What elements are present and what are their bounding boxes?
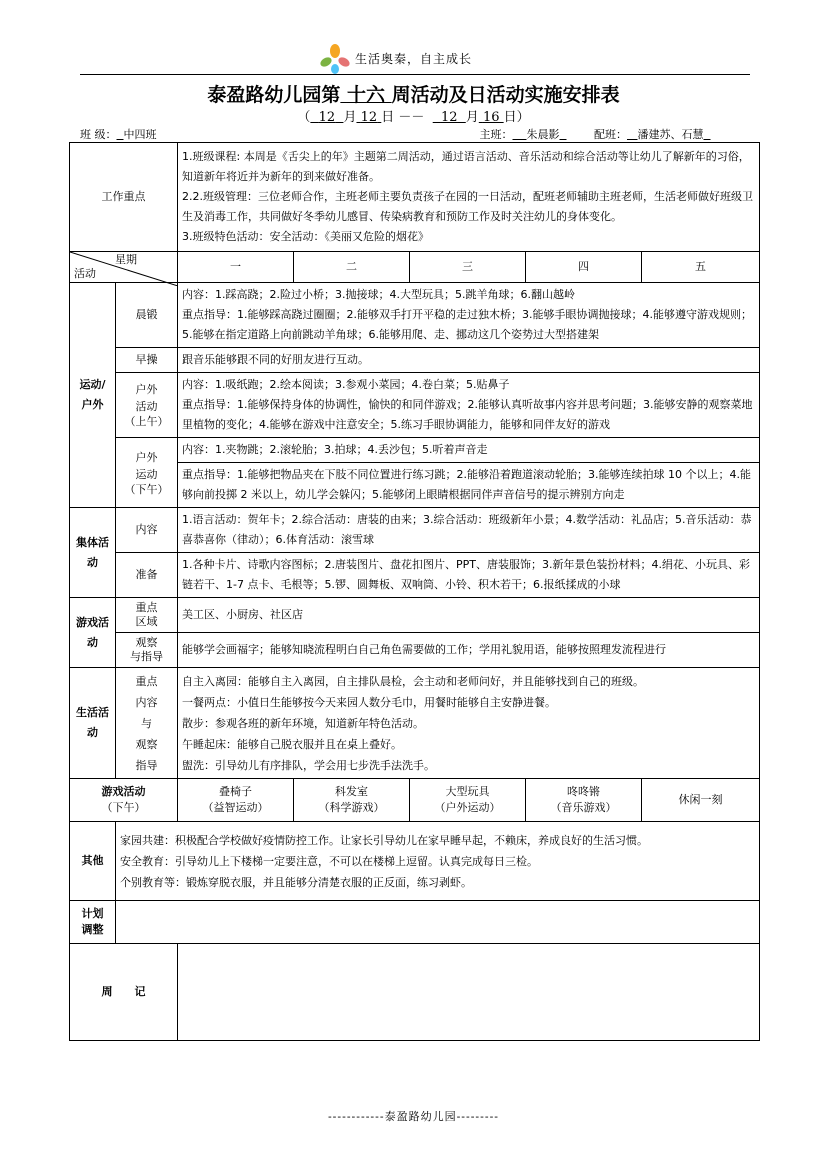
pm-game-item: 科发室 （科学游戏） [294,779,410,822]
group-prep-label: 准备 [116,553,178,598]
huodong-label: 活动 [74,267,96,280]
focus-label: 工作重点 [70,143,178,252]
game-guide: 能够学会画福字；能够知晓流程明白自己角色需要做的工作；学用礼貌用语，能够按照理发流程进行 [178,633,760,668]
header-divider [80,74,750,75]
exercise-row [70,348,760,373]
start-month: 12 [318,110,336,125]
group-content-label: 内容 [116,508,178,553]
pm-game-item: 大型玩具 （户外运动） [410,779,526,822]
game-area-label: 重点 区域 [116,598,178,633]
header-motto: 生活奥秦，自主成长 [354,52,472,66]
other-label: 其他 [70,822,116,901]
end-day: 16 [482,110,500,125]
life-label: 生活活动 [70,668,116,779]
exercise-label: 早操 [116,348,178,373]
game-area: 美工区、小厨房、社区店 [178,598,760,633]
game-label: 游戏活动 [70,598,116,668]
day-mon: 一 [178,252,294,283]
morning-label: 晨锻 [116,283,178,348]
plan-row [70,901,760,944]
pm-outdoor-guide: 重点指导：1.能够把物品夹在下肢不同位置进行练习跳；2.能够沿着跑道滚动轮胎；3.能够连续拍球 10 个以上；4.能够向前投掷 2 米以上，幼儿学会躲闪；5.能够闭上眼睛根据同伴声音信号的提示辨别方向走 [178,463,760,508]
pm-game-item: 叠椅子 （益智运动） [178,779,294,822]
group-label: 集体活动 [70,508,116,598]
assist-teacher-label: 配班： [594,128,627,141]
morning-exercise-row [70,283,760,348]
pm-game-item: 休闲一刻 [642,779,760,822]
group-content-row [70,508,760,553]
pm-games-row [70,779,760,822]
other-content: 家园共建：积极配合学校做好疫情防控工作。让家长引导幼儿在家早睡早起，不赖床，养成良好的生活习惯。 安全教育：引导幼儿上下楼梯一定要注意，不可以在楼梯上逗留。认真完成每日三检。 个别教育等：锻炼穿脱衣服，并且能够分清楚衣服的正反面，练习剥虾。 [116,822,760,901]
exercise-content: 跟音乐能够跟不同的好朋友进行互动。 [178,348,760,373]
class-label: 班 级： [80,128,117,141]
page-footer: ------------泰盈路幼儿园--------- [327,1110,500,1123]
weekly-content[interactable] [178,944,760,1041]
life-content: 自主入离园：能够自主入离园，自主排队晨检，会主动和老师问好，并且能够找到自己的班级。 一餐两点：小值日生能够按今天来园人数分毛巾，用餐时能够自主安静进餐。 散步：参观各班的新年环境，知道新年特色活动。 午睡起床：能够自己脱衣服并且在桌上叠好。 盥洗：引导幼儿有序排队，学会用七步洗手法洗手。 [178,668,760,779]
focus-content: 1.班级课程: 本周是《舌尖上的年》主题第二周活动，通过语言活动、音乐活动和综合活动等让幼儿了解新年的习俗，知道新年将近并为新年的到来做好准备。 2.2.班级管理：三位老师合作，主班老师主要负责孩子在园的一日活动，配班老师辅助主班老师，生活老师做好班级卫生及消毒工作，共同做好冬季幼儿感冒、传染病教育和预防工作及时关注幼儿的身体变化。 3.班级特色活动：安全活动：《美丽又危险的烟花》 [178,143,760,252]
class-value: 中四班 [123,128,157,141]
class-info-row [80,126,760,142]
group-prep: 1.各种卡片、诗歌内容图标；2.唐装图片、盘花扣图片、PPT、唐装服饰；3.新年景色装扮材料；4.绢花、小玩具、彩链若干、1-7 点卡、毛根等；5.锣、圆舞板、双响筒、小铃、积木若干；6.报纸揉成的小球 [178,553,760,598]
weekly-label: 周 记 [70,944,178,1041]
game-guide-row [70,633,760,668]
pm-outdoor-label: 户外 运动 （下午） [116,438,178,508]
group-content: 1.语言活动：贺年卡；2.综合活动：唐装的由来；3.综合活动：班级新年小景；4.数学活动：礼品店；5.音乐活动：恭喜恭喜你（律动）；6.体育活动：滚雪球 [178,508,760,553]
page-title [0,80,827,107]
focus-row [70,143,760,252]
day-thu: 四 [526,252,642,283]
game-area-row [70,598,760,633]
end-month: 12 [440,110,458,125]
morning-content: 内容：1.踩高跷；2.险过小桥；3.抛接球；4.大型玩具；5.跳羊角球；6.翻山越岭 重点指导：1.能够踩高跷过圈圈；2.能够双手打开平稳的走过独木桥；3.能够手眼协调抛接球；4.能够遵守游戏规则；5.能够在指定道路上向前跳动羊角球；6.能够用爬、走、挪动这几个姿势过大型搭建架 [178,283,760,348]
pm-game-item: 咚咚锵 （音乐游戏） [526,779,642,822]
life-row [70,668,760,779]
pm-outdoor-content-row [70,438,760,463]
other-row [70,822,760,901]
start-day: 12 [360,110,378,125]
week-header-corner [70,252,178,283]
am-outdoor-row [70,373,760,438]
outdoor-label: 运动/户外 [70,283,116,508]
head-teacher-value: 朱晨影 [526,128,560,141]
game-guide-label: 观察 与指导 [116,633,178,668]
day-tue: 二 [294,252,410,283]
plan-content[interactable] [116,901,760,944]
head-teacher-label: 主班： [479,128,513,141]
xingqi-label: 星期 [115,253,137,266]
group-prep-row [70,553,760,598]
title-suffix: 周活动及日活动实施安排表 [391,84,620,106]
weekly-row [70,944,760,1041]
pm-games-label: 游戏活动 （下午） [70,779,178,822]
date-range: （ 12 月 12 日 －－ 12 月 16 日） [297,110,530,125]
title-prefix: 泰盈路幼儿园第 [207,84,341,106]
schedule-table [69,142,760,1041]
week-header-row [70,252,760,283]
plan-label: 计划 调整 [70,901,116,944]
day-fri: 五 [642,252,760,283]
am-outdoor-label: 户外 活动 （上午） [116,373,178,438]
title-week: 十六 [346,84,385,106]
pm-outdoor-content: 内容：1.夹物跳；2.滚轮胎；3.拍球；4.丢沙包；5.听着声音走 [178,438,760,463]
am-outdoor-content: 内容：1.吸纸跑；2.绘本阅读；3.参观小菜园；4.卷白菜；5.贴鼻子 重点指导：1.能够保持身体的协调性，愉快的和同伴游戏；2.能够认真听故事内容并思考问题；3.能够安静的观察菜地里植物的变化；4.能够在游戏中注意安全；5.练习手眼协调能力，能够和同伴友好的游戏 [178,373,760,438]
day-wed: 三 [410,252,526,283]
assist-teacher-value: 潘建苏、石慧 [637,128,704,141]
life-side-label: 重点 内容 与 观察 指导 [116,668,178,779]
